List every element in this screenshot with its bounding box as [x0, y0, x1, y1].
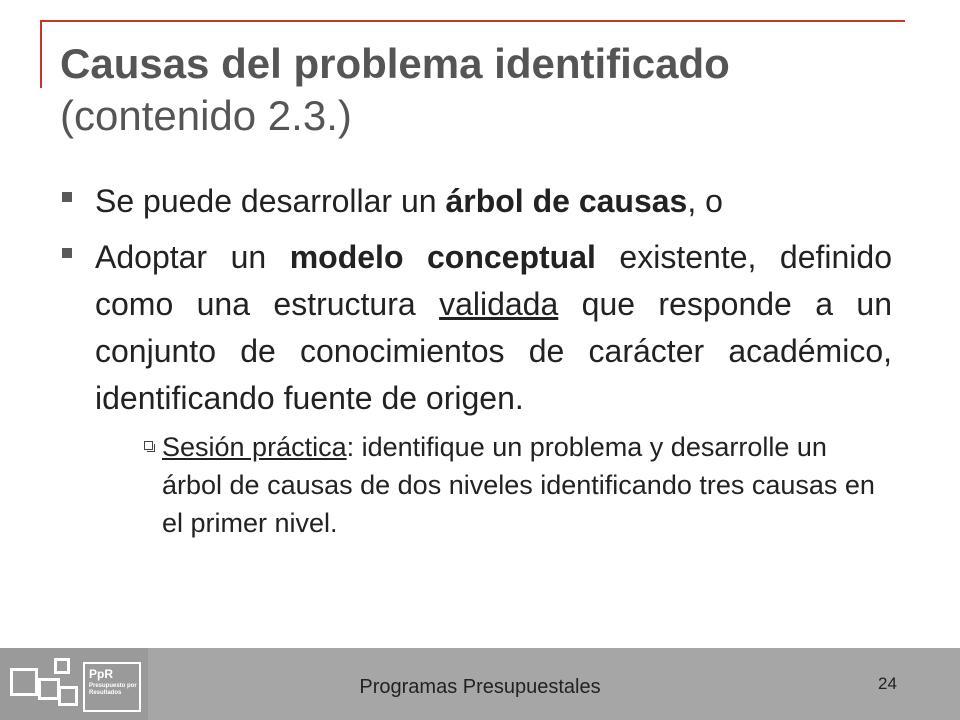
- slide-title: [60, 38, 920, 142]
- bullet-1-pre: Se puede desarrollar un: [95, 183, 446, 219]
- bullet-2-pre: Adoptar un: [95, 239, 290, 275]
- sub-bullet-underline: Sesión práctica: [162, 432, 347, 462]
- square-bullet-icon: [62, 248, 72, 258]
- bullet-item-1: [62, 178, 892, 225]
- square-bullet-icon: [62, 192, 72, 202]
- logo-tagline: Presupuesto por Resultados: [89, 683, 137, 696]
- slide-title-main: Causas del problema identificado: [60, 40, 730, 87]
- logo-label: PpR: [89, 667, 113, 681]
- sub-bullet-item: [144, 428, 892, 542]
- slide-content: [62, 178, 892, 551]
- bullet-2-underline: validada: [439, 286, 559, 322]
- bullet-text-2: [95, 234, 892, 422]
- bullet-2-post: que responde a un conjunto de conocimientos de carácter académico, identificando fuente de origen.: [95, 286, 893, 416]
- title-accent-line: [40, 20, 905, 22]
- bullet-1-post: , o: [687, 183, 723, 219]
- sub-bullet-text: [162, 428, 892, 542]
- logo-square-icon: [54, 658, 70, 674]
- bullet-item-2: [62, 234, 892, 542]
- slide-title-subtitle: (contenido 2.3.): [60, 92, 352, 139]
- bullet-text-1: [95, 178, 892, 225]
- bullet-1-bold: árbol de causas: [445, 183, 688, 219]
- bullet-2-bold: modelo conceptual: [289, 239, 596, 275]
- hollow-square-bullet-icon: [144, 441, 153, 450]
- slide-number: 24: [878, 674, 897, 693]
- bullet-2-mid: existente, definido como una estructura: [95, 239, 893, 322]
- footer-title: Programas Presupuestales: [359, 676, 601, 698]
- sub-bullet-body: : identifique un problema y desarrolle un árbol de causas de dos niveles identificando tres causas en el primer nivel.: [162, 432, 875, 538]
- footer-bar: [0, 648, 960, 720]
- title-accent-corner: [40, 20, 42, 88]
